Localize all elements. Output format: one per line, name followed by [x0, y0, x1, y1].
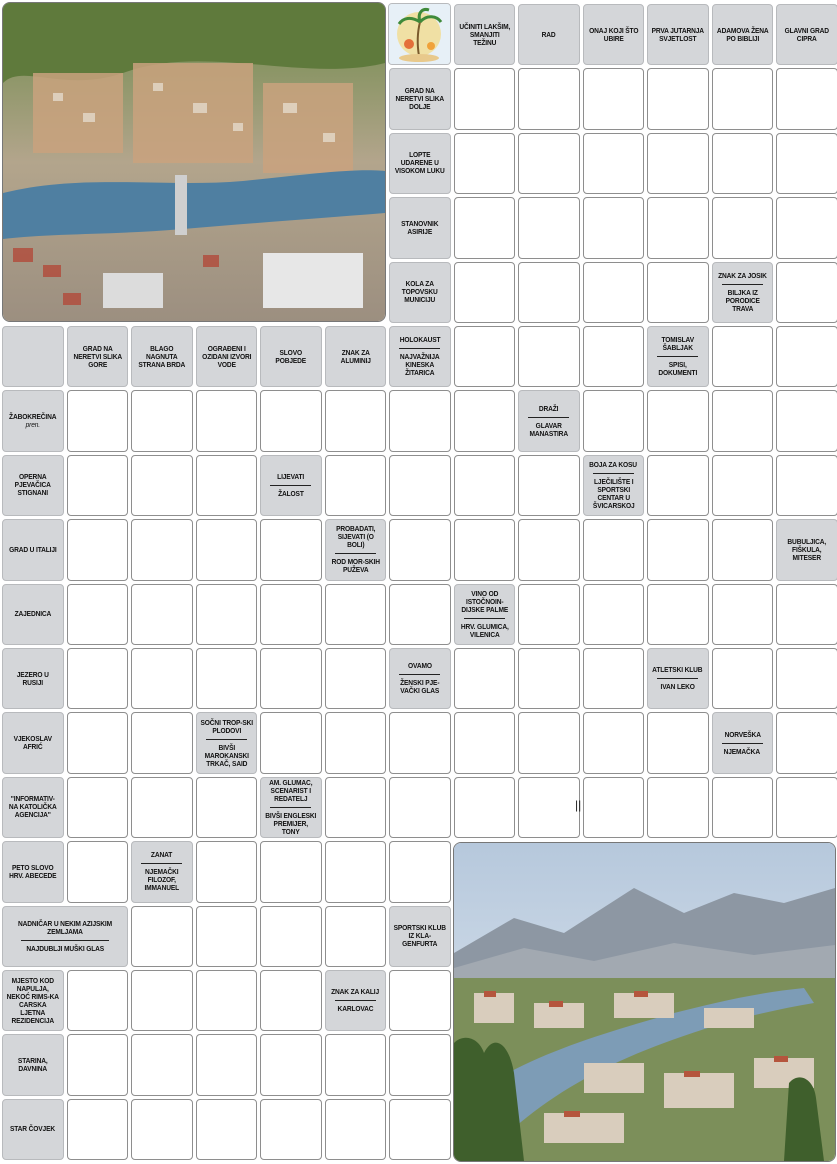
- answer-cell[interactable]: [647, 68, 709, 129]
- answer-cell[interactable]: [776, 648, 837, 709]
- clue-cell: [2, 648, 64, 709]
- clue-text: IVAN LEKO: [660, 682, 695, 692]
- answer-cell[interactable]: [260, 1034, 322, 1095]
- clue-cell: [67, 326, 129, 387]
- clue-text: GRAD NA NERETVI SLIKA GORE: [72, 343, 122, 369]
- answer-cell[interactable]: [131, 648, 193, 709]
- answer-cell[interactable]: [518, 584, 580, 645]
- answer-cell[interactable]: [712, 455, 774, 516]
- answer-cell[interactable]: [776, 133, 837, 194]
- clue-text: DRAŽI: [538, 403, 559, 413]
- answer-cell[interactable]: [647, 712, 709, 773]
- clue-text: SPISI, DOKUMENTI: [658, 360, 698, 378]
- answer-cell[interactable]: [583, 390, 645, 451]
- clue-text: BUBULJICA, FIŠKULA, MITESER: [787, 536, 827, 562]
- answer-cell[interactable]: [712, 648, 774, 709]
- clue-cell: [712, 4, 774, 65]
- answer-cell[interactable]: [454, 777, 516, 838]
- answer-cell[interactable]: [260, 841, 322, 902]
- answer-cell[interactable]: [196, 841, 258, 902]
- clue-text: ZNAK ZA JOSIK: [717, 270, 767, 280]
- top-city-photo: [2, 2, 386, 322]
- clue-cell: [2, 712, 64, 773]
- answer-cell[interactable]: [454, 68, 516, 129]
- answer-cell[interactable]: [131, 584, 193, 645]
- clue-cell: [389, 197, 451, 258]
- answer-cell[interactable]: [67, 841, 129, 902]
- clue-text: NORVEŠKA: [724, 729, 761, 739]
- clue-text: ZNAK ZA KALIJ: [331, 987, 380, 997]
- answer-cell[interactable]: [712, 197, 774, 258]
- clue-divider: [270, 485, 311, 486]
- answer-cell[interactable]: [647, 390, 709, 451]
- answer-cell[interactable]: [67, 1034, 129, 1095]
- answer-cell[interactable]: [647, 262, 709, 323]
- clue-divider: [335, 1000, 376, 1001]
- answer-cell[interactable]: [389, 777, 451, 838]
- clue-text: BLAGO NAGNUTA STRANA BRDA: [138, 343, 186, 369]
- bottom-city-photo: [453, 842, 836, 1162]
- answer-cell[interactable]: [776, 262, 837, 323]
- answer-cell[interactable]: [325, 455, 387, 516]
- answer-cell[interactable]: [67, 712, 129, 773]
- answer-cell[interactable]: [260, 584, 322, 645]
- answer-cell[interactable]: [454, 133, 516, 194]
- answer-cell[interactable]: [712, 584, 774, 645]
- clue-text: ROD MOR-SKIH PUŽEVA: [331, 557, 380, 575]
- clue-text: SLOVO POBJEDE: [275, 347, 307, 365]
- answer-cell[interactable]: [712, 68, 774, 129]
- answer-cell[interactable]: [196, 648, 258, 709]
- answer-cell[interactable]: [260, 906, 322, 967]
- answer-cell[interactable]: [776, 197, 837, 258]
- clue-text: OVAMO: [407, 661, 432, 671]
- answer-cell[interactable]: [583, 262, 645, 323]
- clue-cell: [647, 4, 709, 65]
- clue-cell: [454, 4, 516, 65]
- answer-cell[interactable]: [260, 970, 322, 1031]
- clue-text: STANOVNIK ASIRIJE: [401, 218, 439, 236]
- clue-text: KOLA ZA TOPOVSKU MUNICIJU: [401, 279, 438, 305]
- clue-cell: [2, 455, 64, 516]
- answer-cell[interactable]: [454, 197, 516, 258]
- clue-text: ŽALOST: [277, 488, 304, 498]
- clue-text: VINO OD ISTOČNOIN-DIJSKE PALME: [460, 588, 508, 614]
- answer-cell[interactable]: [67, 455, 129, 516]
- answer-cell[interactable]: [454, 262, 516, 323]
- answer-cell[interactable]: [518, 326, 580, 387]
- clue-cell: [776, 4, 837, 65]
- clue-cell: [260, 326, 322, 387]
- clue-text: JEZERO U RUSIJI: [16, 669, 49, 687]
- clue-text: SOČNI TROP-SKI PLODOVI: [200, 717, 253, 735]
- answer-cell[interactable]: [454, 648, 516, 709]
- answer-cell[interactable]: [325, 712, 387, 773]
- clue-cell: [131, 326, 193, 387]
- answer-cell[interactable]: [196, 777, 258, 838]
- puzzle-logo: [388, 3, 451, 65]
- clue-cell: [260, 455, 322, 516]
- answer-cell[interactable]: [518, 133, 580, 194]
- answer-cell[interactable]: [260, 390, 322, 451]
- answer-cell[interactable]: [454, 712, 516, 773]
- clue-text: LJEČILIŠTE I SPORTSKI CENTAR U ŠVICARSKOJ: [592, 476, 635, 510]
- clue-text: PROBADATI, SIJEVATI (O BOLI): [335, 524, 375, 550]
- clue-divider: [593, 473, 634, 474]
- answer-cell[interactable]: [647, 133, 709, 194]
- answer-cell[interactable]: [647, 584, 709, 645]
- answer-cell[interactable]: [67, 970, 129, 1031]
- clue-cell: [2, 777, 64, 838]
- answer-cell[interactable]: [583, 777, 645, 838]
- clue-text: NJEMAČKI FILOZOF, IMMANUEL: [144, 867, 180, 893]
- clue-cell: [2, 906, 128, 967]
- clue-text: GLAVAR MANASTIRA: [529, 420, 568, 438]
- clue-text: ATLETSKI KLUB: [652, 665, 703, 675]
- clue-cell: [2, 390, 64, 451]
- answer-cell[interactable]: [776, 68, 837, 129]
- answer-cell[interactable]: [518, 777, 580, 838]
- answer-cell[interactable]: [518, 712, 580, 773]
- clue-divider: [657, 356, 698, 357]
- clue-divider: [722, 743, 763, 744]
- answer-cell[interactable]: [389, 970, 451, 1031]
- answer-cell[interactable]: [389, 390, 451, 451]
- clue-text: BIVŠI ENGLESKI PREMIJER, TONY: [265, 810, 317, 836]
- answer-cell[interactable]: [712, 777, 774, 838]
- answer-cell[interactable]: [454, 455, 516, 516]
- answer-cell[interactable]: [67, 390, 129, 451]
- clue-divider: [657, 678, 698, 679]
- answer-cell[interactable]: [518, 262, 580, 323]
- answer-cell[interactable]: [389, 1099, 451, 1160]
- answer-cell[interactable]: [776, 712, 837, 773]
- answer-cell[interactable]: [583, 584, 645, 645]
- answer-cell[interactable]: [454, 326, 516, 387]
- clue-cell: [196, 326, 258, 387]
- clue-divider: [335, 553, 376, 554]
- clue-text: LOPTE UDARENE U VISOKOM LUKU: [394, 150, 445, 176]
- clue-text: SPORTSKI KLUB IZ KLA-GENFURTA: [393, 923, 446, 949]
- answer-cell[interactable]: [583, 519, 645, 580]
- clue-cell: [518, 4, 580, 65]
- clue-cell: [389, 68, 451, 129]
- answer-cell[interactable]: [776, 326, 837, 387]
- clue-cell: [647, 648, 709, 709]
- answer-cell[interactable]: [131, 519, 193, 580]
- answer-cell[interactable]: [518, 648, 580, 709]
- answer-cell[interactable]: [260, 648, 322, 709]
- clue-text: ONAJ KOJI ŠTO UBIRE: [588, 25, 638, 43]
- clue-divider: [399, 348, 440, 349]
- answer-cell[interactable]: [583, 68, 645, 129]
- clue-cell: [712, 712, 774, 773]
- answer-cell[interactable]: [196, 906, 258, 967]
- answer-cell[interactable]: [196, 970, 258, 1031]
- clue-text: ZANAT: [151, 850, 173, 860]
- answer-cell[interactable]: [325, 584, 387, 645]
- clue-cell: [2, 1034, 64, 1095]
- clue-text: PETO SLOVO HRV. ABECEDE: [9, 862, 57, 880]
- clue-text: ZAJEDNICA: [14, 609, 52, 619]
- clue-text: ZNAK ZA ALUMINIJ: [340, 347, 371, 365]
- clue-cell: [712, 262, 774, 323]
- answer-cell[interactable]: [518, 519, 580, 580]
- clue-cell: [2, 1099, 64, 1160]
- answer-cell[interactable]: [67, 1099, 129, 1160]
- answer-cell[interactable]: [647, 519, 709, 580]
- clue-cell: [325, 326, 387, 387]
- clue-text: OGRAĐENI I OZIDANI IZVORI VODE: [201, 343, 251, 369]
- answer-cell[interactable]: [776, 455, 837, 516]
- clue-subtext: pren.: [25, 420, 40, 430]
- clue-cell: [583, 4, 645, 65]
- answer-cell[interactable]: [389, 519, 451, 580]
- answer-cell[interactable]: [712, 133, 774, 194]
- clue-cell: [196, 712, 258, 773]
- answer-cell[interactable]: [196, 1099, 258, 1160]
- answer-cell[interactable]: [647, 777, 709, 838]
- answer-cell[interactable]: [67, 584, 129, 645]
- answer-cell[interactable]: [647, 197, 709, 258]
- clue-text: NADNIČAR U NEKIM AZIJSKIM ZEMLJAMA: [17, 918, 113, 936]
- clue-cell: [389, 262, 451, 323]
- answer-cell[interactable]: [389, 1034, 451, 1095]
- clue-cell: [2, 584, 64, 645]
- answer-cell[interactable]: [67, 777, 129, 838]
- clue-divider: [399, 674, 440, 675]
- clue-cell: [2, 841, 64, 902]
- answer-cell[interactable]: [583, 197, 645, 258]
- answer-cell[interactable]: [67, 648, 129, 709]
- clue-text: "INFORMATIV-NA KATOLIČKA AGENCIJA": [8, 794, 57, 820]
- answer-cell[interactable]: [131, 1099, 193, 1160]
- answer-cell[interactable]: [389, 584, 451, 645]
- clue-text: LIJEVATI: [277, 471, 305, 481]
- answer-cell[interactable]: [325, 1099, 387, 1160]
- clue-text: HRV. GLUMICA, VILENICA: [460, 621, 509, 639]
- clue-text: RAD: [541, 29, 556, 39]
- answer-cell[interactable]: [454, 390, 516, 451]
- clue-text: BILJKA IZ PORODICE TRAVA: [725, 287, 760, 313]
- answer-cell[interactable]: [131, 970, 193, 1031]
- clue-cell: [131, 841, 193, 902]
- answer-cell[interactable]: [325, 648, 387, 709]
- clue-cell: [518, 390, 580, 451]
- clue-text: GLAVNI GRAD CIPRA: [784, 25, 829, 43]
- answer-cell[interactable]: [389, 841, 451, 902]
- answer-cell[interactable]: [712, 519, 774, 580]
- clue-text: UČINITI LAKŠIM, SMANJITI TEŽINU: [458, 21, 510, 47]
- answer-cell[interactable]: [389, 712, 451, 773]
- answer-cell[interactable]: [583, 133, 645, 194]
- answer-cell[interactable]: [196, 1034, 258, 1095]
- clue-divider: [21, 940, 109, 941]
- clue-text: TOMISLAV ŠABLJAK: [661, 335, 694, 353]
- clue-text: HOLOKAUST: [399, 335, 441, 345]
- answer-cell[interactable]: [196, 455, 258, 516]
- clue-cell: [454, 584, 516, 645]
- answer-cell[interactable]: [325, 1034, 387, 1095]
- clue-text: STARINA, DAVNINA: [17, 1056, 48, 1074]
- answer-cell[interactable]: [647, 455, 709, 516]
- answer-cell[interactable]: [518, 455, 580, 516]
- answer-cell[interactable]: [260, 712, 322, 773]
- answer-cell[interactable]: [583, 712, 645, 773]
- answer-cell[interactable]: [131, 455, 193, 516]
- answer-cell[interactable]: [131, 906, 193, 967]
- pipe-mark: ||: [575, 798, 582, 812]
- answer-cell[interactable]: [325, 390, 387, 451]
- clue-text: VJEKOSLAV AFRIĆ: [13, 734, 52, 752]
- clue-text: GRAD U ITALIJI: [8, 544, 57, 554]
- answer-cell[interactable]: [776, 777, 837, 838]
- answer-cell[interactable]: [389, 455, 451, 516]
- clue-text: ŽENSKI PJE-VAČKI GLAS: [400, 678, 440, 696]
- clue-text: NJEMAČKA: [724, 746, 761, 756]
- clue-cell: [776, 519, 837, 580]
- answer-cell[interactable]: [131, 1034, 193, 1095]
- clue-cell: [325, 970, 387, 1031]
- clue-divider: [270, 807, 311, 808]
- clue-text: AM. GLUMAC, SCENARIST I REDATELJ: [269, 777, 313, 803]
- clue-text: OPERNA PJEVAČICA STIGNANI: [14, 472, 51, 498]
- clue-text: NAJDUBLJI MUŠKI GLAS: [26, 943, 104, 953]
- clue-text: BIVŠI MAROKANSKI TRKAČ, SAID: [204, 742, 249, 768]
- answer-cell[interactable]: [712, 326, 774, 387]
- answer-cell[interactable]: [583, 648, 645, 709]
- clue-cell: [389, 133, 451, 194]
- answer-cell[interactable]: [776, 584, 837, 645]
- answer-cell[interactable]: [196, 519, 258, 580]
- clue-divider: [722, 284, 763, 285]
- clue-cell: [583, 455, 645, 516]
- clue-divider: [206, 739, 247, 740]
- clue-cell: [325, 519, 387, 580]
- clue-text: KARLOVAC: [337, 1004, 374, 1014]
- clue-text: ŽABOKREČINA: [9, 412, 57, 422]
- clue-text: NAJVAŽNIJA KINESKA ŽITARICA: [399, 352, 440, 378]
- clue-divider: [464, 618, 505, 619]
- answer-cell[interactable]: [325, 777, 387, 838]
- clue-text: PRVA JUTARNJA SVJETLOST: [651, 25, 704, 43]
- answer-cell[interactable]: [131, 390, 193, 451]
- answer-cell[interactable]: [518, 197, 580, 258]
- answer-cell[interactable]: [196, 584, 258, 645]
- clue-cell: [2, 326, 64, 387]
- answer-cell[interactable]: [712, 390, 774, 451]
- clue-cell: [2, 970, 64, 1031]
- answer-cell[interactable]: [776, 390, 837, 451]
- answer-cell[interactable]: [583, 326, 645, 387]
- answer-cell[interactable]: [260, 519, 322, 580]
- answer-cell[interactable]: [196, 390, 258, 451]
- answer-cell[interactable]: [67, 519, 129, 580]
- clue-cell: [2, 519, 64, 580]
- answer-cell[interactable]: [131, 777, 193, 838]
- answer-cell[interactable]: [260, 1099, 322, 1160]
- answer-cell[interactable]: [325, 841, 387, 902]
- answer-cell[interactable]: [131, 712, 193, 773]
- clue-text: BOJA ZA KOSU: [589, 459, 638, 469]
- clue-cell: [647, 326, 709, 387]
- clue-cell: [260, 777, 322, 838]
- clue-divider: [528, 417, 569, 418]
- clue-text: MJESTO KOD NAPULJA, NEKOĆ RIMS-KA CARSKA LJETNA REZIDENCIJA: [6, 975, 59, 1025]
- clue-text: STAR ČOVJEK: [10, 1124, 56, 1134]
- answer-cell[interactable]: [325, 906, 387, 967]
- clue-cell: [389, 326, 451, 387]
- answer-cell[interactable]: [454, 519, 516, 580]
- answer-cell[interactable]: [518, 68, 580, 129]
- clue-divider: [141, 863, 182, 864]
- clue-cell: [389, 648, 451, 709]
- clue-text: ADAMOVA ŽENA PO BIBLIJI: [716, 25, 769, 43]
- clue-cell: [389, 906, 451, 967]
- clue-text: GRAD NA NERETVI SLIKA DOLJE: [395, 86, 445, 112]
